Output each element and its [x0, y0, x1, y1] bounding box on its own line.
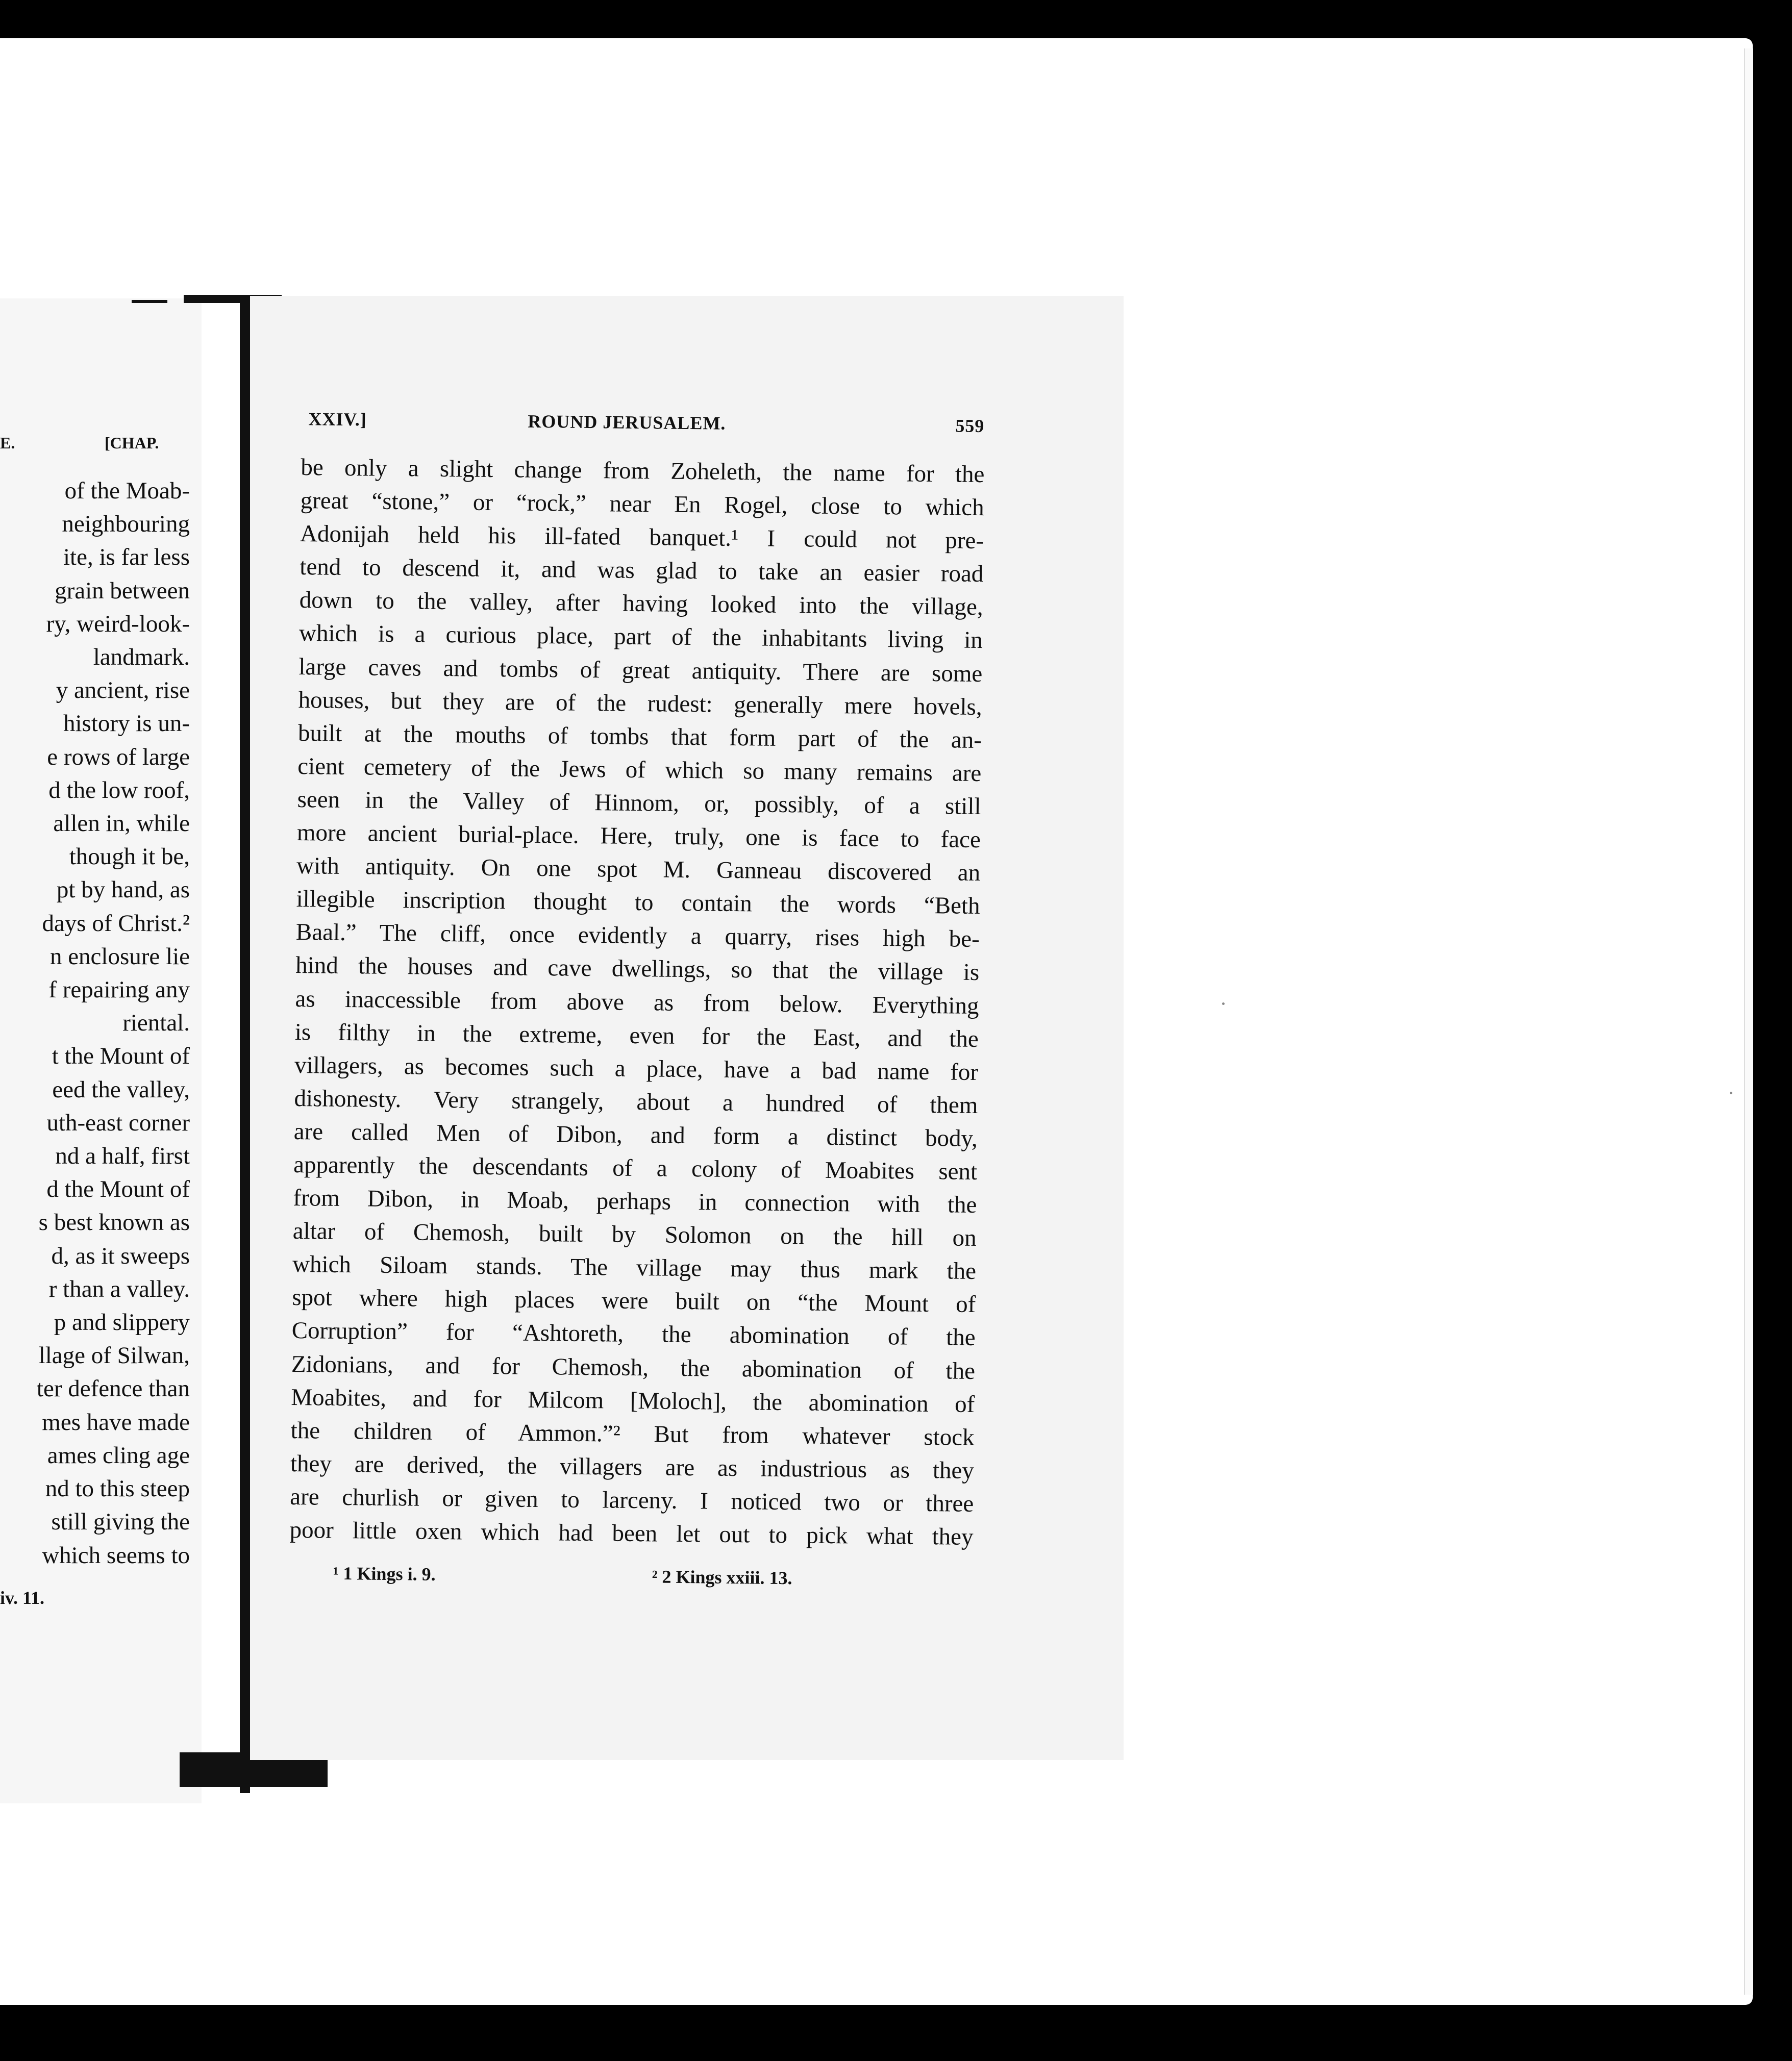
left-text-line-15: n enclosure lie — [49, 943, 190, 970]
text-line-31: they are derived, the villagers are as industrious as they — [290, 1450, 975, 1484]
left-text-line-29: mes have made — [42, 1409, 190, 1436]
left-text-line-13: pt by hand, as — [56, 876, 190, 903]
text-line-21: are called Men of Dibon, and form a distinct body, — [293, 1118, 978, 1152]
left-text-line-22: d the Mount of — [46, 1176, 190, 1203]
text-line-32: are churlish or given to larceny. I noticed two or three — [290, 1483, 974, 1517]
left-text-line-9: e rows of large — [47, 743, 190, 770]
left-text-line-1: of the Moab- — [64, 477, 190, 504]
left-text-line-17: riental. — [122, 1010, 190, 1037]
left-text-line-10: d the low roof, — [48, 776, 190, 803]
text-line-19: villagers, as becomes such a place, have a bad name for — [294, 1051, 979, 1086]
left-footnote: iv. 11. — [0, 1588, 45, 1608]
text-line-12: more ancient burial-place. Here, truly, one is face to face — [296, 819, 981, 853]
running-head — [308, 408, 984, 441]
text-line-6: which is a curious place, part of the inhabitants living in — [298, 620, 983, 654]
gutter-bar — [240, 298, 250, 1793]
left-header-chapter: [CHAP. — [105, 434, 159, 452]
scan-speck — [1730, 1092, 1732, 1094]
text-line-3: Adonijah held his ill-fated banquet.¹ I could not pre- — [300, 520, 984, 555]
text-line-17: as inaccessible from above as from below. Everything — [295, 985, 979, 1019]
text-line-1: be only a slight change from Zoheleth, the name for the — [301, 454, 985, 488]
right-page-content — [250, 296, 1124, 1760]
left-text-line-23: s best known as — [38, 1209, 190, 1236]
text-line-18: is filthy in the extreme, even for the East, and the — [294, 1018, 979, 1052]
scan-speck — [1222, 1002, 1225, 1005]
left-text-line-24: d, as it sweeps — [51, 1242, 190, 1269]
chapter-label: XXIV.] — [308, 409, 367, 430]
text-line-5: down to the valley, after having looked into the village, — [299, 587, 983, 621]
right-page — [250, 296, 1124, 1760]
left-header-title-fragment: E. — [0, 434, 15, 452]
text-line-7: large caves and tombs of great antiquity. There are some — [298, 653, 983, 687]
text-line-16: hind the houses and cave dwellings, so that the village is — [295, 952, 980, 986]
text-line-8: houses, but they are of the rudest: generally mere hovels, — [298, 686, 982, 720]
text-line-33: poor little oxen which had been let out to pick what they — [289, 1516, 974, 1550]
text-line-24: altar of Chemosh, built by Solomon on the hill on — [292, 1218, 977, 1252]
left-text-line-25: r than a valley. — [48, 1275, 190, 1302]
footnote-1: ¹ 1 Kings i. 9. — [333, 1563, 436, 1585]
left-text-lines — [0, 474, 190, 1572]
left-text-line-31: nd to this steep — [45, 1475, 190, 1502]
footnote-2: ² 2 Kings xxiii. 13. — [652, 1566, 792, 1589]
text-line-28: Zidonians, and for Chemosh, the abomination of the — [291, 1350, 976, 1385]
text-line-10: cient cemetery of the Jews of which so many remains are — [297, 752, 982, 787]
left-text-line-30: ames cling age — [47, 1442, 190, 1469]
left-text-line-3: ite, is far less — [63, 544, 190, 571]
left-text-line-21: nd a half, first — [55, 1143, 190, 1170]
text-line-15: Baal.” The cliff, once evidently a quarry, rises high be- — [295, 919, 980, 953]
page-number: 559 — [955, 415, 985, 437]
body-text — [289, 451, 984, 1554]
left-text-line-26: p and slippery — [54, 1309, 190, 1336]
text-line-30: the children of Ammon.”² But from whatever stock — [290, 1417, 975, 1451]
running-title: ROUND JERUSALEM. — [528, 411, 726, 434]
left-text-line-18: t the Mount of — [52, 1043, 190, 1070]
left-text-line-4: grain between — [55, 577, 190, 604]
text-line-23: from Dibon, in Moab, perhaps in connection with the — [293, 1185, 977, 1219]
footnotes — [333, 1563, 894, 1594]
left-text-line-7: y ancient, rise — [56, 677, 190, 704]
text-line-2: great “stone,” or “rock,” near En Rogel, close to which — [300, 487, 984, 521]
left-text-line-32: still giving the — [51, 1509, 190, 1536]
left-text-line-28: ter defence than — [36, 1375, 190, 1402]
left-text-line-19: eed the valley, — [52, 1076, 190, 1103]
left-text-line-14: days of Christ.² — [42, 910, 190, 937]
text-line-11: seen in the Valley of Hinnom, or, possibly, of a still — [297, 786, 981, 820]
left-text-line-6: landmark. — [93, 644, 190, 671]
left-text-line-20: uth-east corner — [46, 1109, 190, 1136]
left-text-line-12: though it be, — [69, 843, 190, 870]
text-line-29: Moabites, and for Milcom [Moloch], the abomination of — [291, 1384, 975, 1418]
left-text-line-16: f repairing any — [48, 976, 190, 1003]
left-text-line-8: history is un- — [63, 710, 190, 737]
left-text-line-5: ry, weird-look- — [46, 610, 190, 637]
left-text-line-27: llage of Silwan, — [38, 1342, 190, 1369]
left-text-line-11: allen in, while — [53, 810, 190, 837]
gutter-dash — [132, 300, 167, 303]
text-line-4: tend to descend it, and was glad to take an easier road — [300, 554, 984, 588]
text-line-14: illegible inscription thought to contain the words “Beth — [296, 886, 980, 920]
left-text-line-33: which seems to — [42, 1542, 190, 1569]
text-line-25: which Siloam stands. The village may thus mark the — [292, 1251, 977, 1285]
left-text-line-2: neighbouring — [62, 511, 190, 538]
text-line-22: apparently the descendants of a colony of Moabites sent — [293, 1151, 978, 1185]
left-page-fragment — [0, 298, 202, 1803]
text-line-26: spot where high places were built on “the Mount of — [292, 1284, 976, 1318]
text-line-27: Corruption” for “Ashtoreth, the abomination of the — [291, 1317, 976, 1351]
text-line-20: dishonesty. Very strangely, about a hundred of them — [294, 1085, 978, 1119]
sheet-right-edge — [1744, 48, 1753, 1995]
text-line-9: built at the mouths of tombs that form part of the an- — [297, 719, 982, 753]
text-line-13: with antiquity. On one spot M. Ganneau discovered an — [296, 852, 981, 887]
left-running-head — [0, 434, 202, 459]
